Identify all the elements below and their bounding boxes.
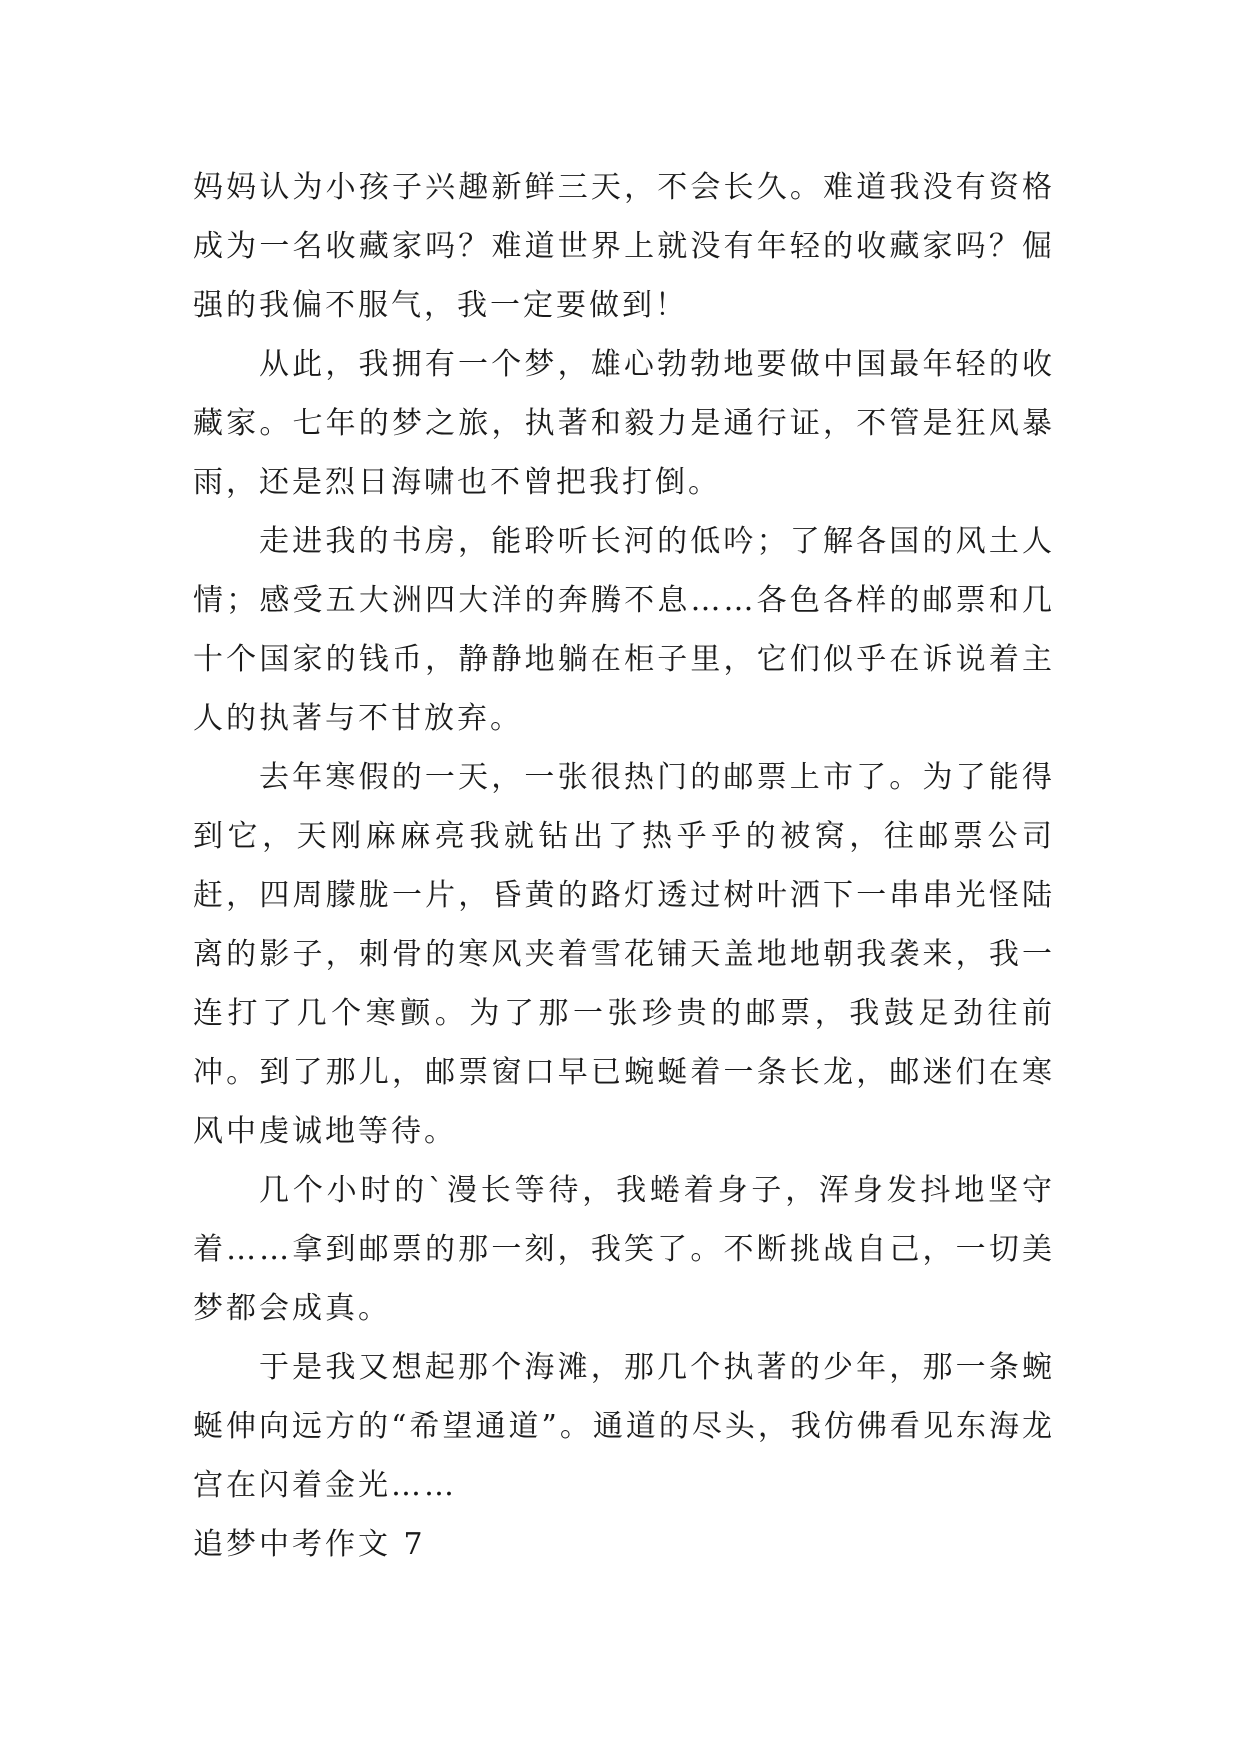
section-heading: 追梦中考作文 7 [193,1527,426,1562]
paragraph-5: 几个小时的`漫长等待，我蜷着身子，浑身发抖地坚守着……拿到邮票的那一刻，我笑了。不断挑战自己，一切美梦都会成真。 [193,1173,1055,1326]
paragraph-3: 走进我的书房，能聆听长河的低吟；了解各国的风土人情；感受五大洲四大洋的奔腾不息……各色各样的邮票和几十个国家的钱币，静静地躺在柜子里，它们似乎在诉说着主人的执著与不甘放弃。 [193,524,1055,736]
paragraph-6: 于是我又想起那个海滩，那几个执著的少年，那一条蜿蜒伸向远方的“希望通道”。通道的尽头，我仿佛看见东海龙宫在闪着金光…… [193,1350,1055,1503]
paragraph-2: 从此，我拥有一个梦，雄心勃勃地要做中国最年轻的收藏家。七年的梦之旅，执著和毅力是通行证，不管是狂风暴雨，还是烈日海啸也不曾把我打倒。 [193,347,1055,500]
paragraph-4: 去年寒假的一天，一张很热门的邮票上市了。为了能得到它，天刚麻麻亮我就钻出了热乎乎的被窝，往邮票公司赶，四周朦胧一片，昏黄的路灯透过树叶洒下一串串光怪陆离的影子，刺骨的寒风夹着雪花铺天盖地地朝我袭来，我一连打了几个寒颤。为了那一张珍贵的邮票，我鼓足劲往前冲。到了那儿，邮票窗口早已蜿蜒着一条长龙，邮迷们在寒风中虔诚地等待。 [193,760,1055,1149]
paragraph-1: 妈妈认为小孩子兴趣新鲜三天，不会长久。难道我没有资格成为一名收藏家吗？难道世界上就没有年轻的收藏家吗？倔强的我偏不服气，我一定要做到！ [193,170,1055,323]
document-body [193,158,1055,1574]
